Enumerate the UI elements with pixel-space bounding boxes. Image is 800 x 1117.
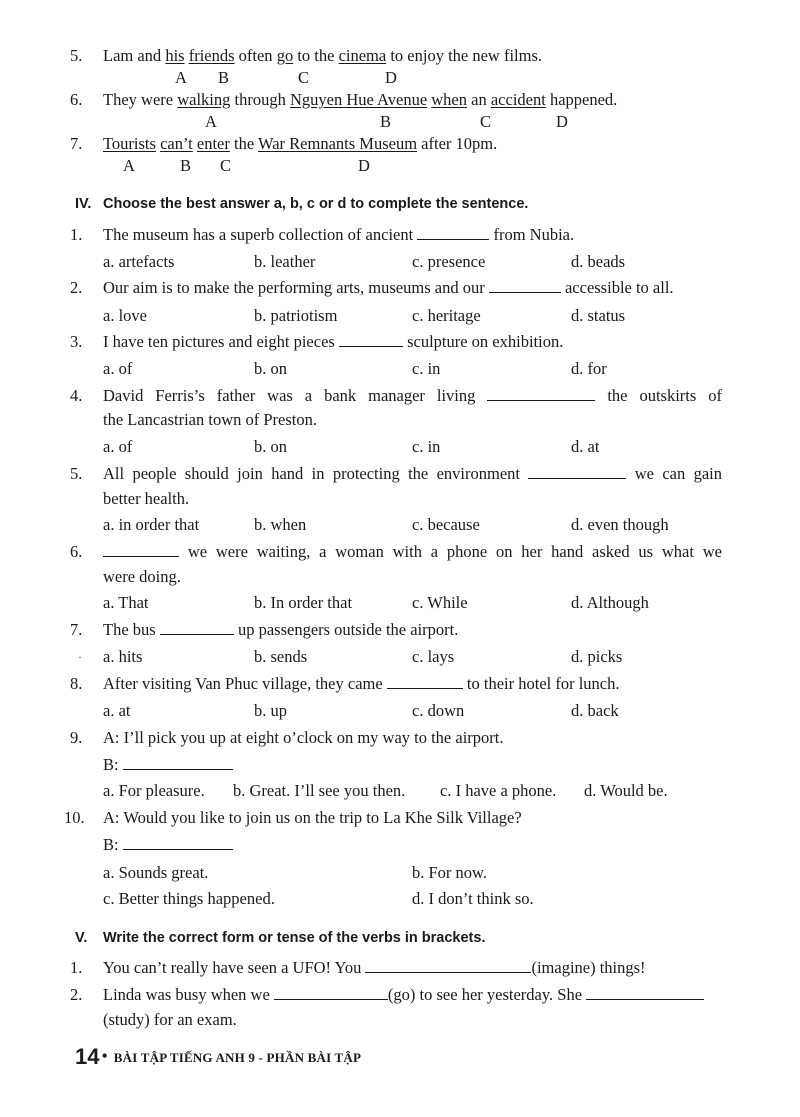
book-title: BÀI TẬP TIẾNG ANH 9 - PHẦN BÀI TẬP bbox=[113, 1050, 362, 1065]
question-text: Lam and his friends often go to the cinema to enjoy the new films. bbox=[103, 46, 543, 65]
option-a[interactable]: a. That bbox=[103, 593, 149, 612]
underlined-option-b: can’t bbox=[160, 134, 193, 153]
letter-b: B bbox=[218, 68, 230, 87]
question-number: 3. bbox=[70, 332, 83, 351]
question-text: A: I’ll pick you up at eight o’clock on my way to the airport. bbox=[103, 728, 504, 747]
section-title: Write the correct form or tense of the verbs in brackets. bbox=[103, 930, 486, 946]
question-text-line-2: the Lancastrian town of Preston. bbox=[103, 410, 317, 429]
bullet-separator: • bbox=[101, 1046, 108, 1066]
question-number: 5. bbox=[70, 464, 83, 483]
answer-blank[interactable] bbox=[387, 674, 463, 689]
question-number: 5. bbox=[70, 46, 83, 65]
answer-blank[interactable] bbox=[274, 985, 388, 1000]
question-text: David Ferris’s father was a bank manager living the outskirts of bbox=[103, 386, 723, 405]
question-number: 7. bbox=[70, 620, 83, 639]
option-a[interactable]: a. Sounds great. bbox=[103, 863, 209, 882]
section-title: Choose the best answer a, b, c or d to complete the sentence. bbox=[103, 196, 529, 212]
answer-blank[interactable] bbox=[417, 225, 489, 240]
question-number: 2. bbox=[70, 278, 83, 297]
question-number: 7. bbox=[70, 134, 83, 153]
stray-dot: · bbox=[78, 650, 82, 664]
question-text: The bus up passengers outside the airport. bbox=[103, 620, 459, 639]
option-c[interactable]: c. in bbox=[412, 437, 441, 456]
answer-blank[interactable] bbox=[103, 542, 179, 557]
underlined-option-c: go bbox=[276, 46, 294, 65]
option-a[interactable]: a. artefacts bbox=[103, 252, 175, 271]
question-text: Linda was busy when we (go) to see her yesterday. She bbox=[103, 985, 704, 1005]
letter-d: D bbox=[556, 112, 568, 131]
option-d[interactable]: d. I don’t think so. bbox=[412, 889, 534, 908]
question-text: we were waiting, a woman with a phone on her hand asked us what we bbox=[103, 542, 722, 562]
option-c[interactable]: c. Better things happened. bbox=[103, 889, 275, 908]
question-text: Tourists can’t enter the War Remnants Museum after 10pm. bbox=[103, 134, 498, 153]
letter-d: D bbox=[358, 156, 370, 175]
option-a[interactable]: a. at bbox=[103, 701, 131, 720]
option-b[interactable]: b. sends bbox=[254, 647, 308, 666]
question-text: They were walking through Nguyen Hue Avenue when an accident happened. bbox=[103, 90, 618, 109]
option-c[interactable]: c. because bbox=[412, 515, 480, 534]
underlined-option-b: Nguyen Hue Avenue bbox=[289, 90, 428, 109]
question-text-line-2: were doing. bbox=[103, 567, 181, 586]
option-c[interactable]: c. down bbox=[412, 701, 465, 720]
answer-blank[interactable] bbox=[339, 332, 403, 347]
option-b[interactable]: b. on bbox=[254, 437, 287, 456]
question-text: All people should join hand in protecting the environment we can gain bbox=[103, 464, 723, 483]
option-d[interactable]: d. beads bbox=[571, 252, 626, 271]
page-number: 14 bbox=[75, 1044, 100, 1069]
question-text: I have ten pictures and eight pieces sculpture on exhibition. bbox=[103, 332, 564, 351]
option-a[interactable]: a. hits bbox=[103, 647, 143, 666]
underlined-option-c: when bbox=[431, 90, 468, 109]
answer-blank[interactable] bbox=[365, 958, 531, 973]
question-number: 10. bbox=[64, 808, 85, 827]
letter-c: C bbox=[480, 112, 492, 131]
question-number: 8. bbox=[70, 674, 83, 693]
option-b[interactable]: b. In order that bbox=[254, 593, 353, 612]
option-d[interactable]: d. even though bbox=[571, 515, 669, 534]
letter-c: C bbox=[220, 156, 232, 175]
letter-d: D bbox=[385, 68, 397, 87]
option-c[interactable]: c. presence bbox=[412, 252, 486, 271]
option-b[interactable]: b. For now. bbox=[412, 863, 488, 882]
option-d[interactable]: d. for bbox=[571, 359, 607, 378]
answer-blank[interactable] bbox=[123, 755, 233, 770]
option-a[interactable]: a. of bbox=[103, 359, 133, 378]
question-number: 4. bbox=[70, 386, 83, 405]
question-text: After visiting Van Phuc village, they came to their hotel for lunch. bbox=[103, 674, 620, 693]
option-c[interactable]: c. While bbox=[412, 593, 468, 612]
answer-blank[interactable] bbox=[123, 835, 233, 850]
option-c[interactable]: c. I have a phone. bbox=[440, 781, 557, 800]
underlined-option-d: cinema bbox=[338, 46, 387, 65]
letter-b: B bbox=[380, 112, 392, 131]
question-number: 1. bbox=[70, 225, 83, 244]
question-text: A: Would you like to join us on the trip to La Khe Silk Village? bbox=[103, 808, 522, 827]
question-number: 6. bbox=[70, 90, 83, 109]
option-d[interactable]: d. at bbox=[571, 437, 600, 456]
question-text-line-2: better health. bbox=[103, 489, 190, 508]
option-d[interactable]: d. Although bbox=[571, 593, 649, 612]
option-d[interactable]: d. Would be. bbox=[584, 781, 668, 800]
answer-blank[interactable] bbox=[489, 278, 561, 293]
option-a[interactable]: a. of bbox=[103, 437, 133, 456]
response-line: B: bbox=[103, 755, 233, 775]
option-d[interactable]: d. picks bbox=[571, 647, 623, 666]
option-b[interactable]: b. patriotism bbox=[254, 306, 338, 325]
answer-blank[interactable] bbox=[160, 620, 234, 635]
option-b[interactable]: b. when bbox=[254, 515, 307, 534]
question-number: 9. bbox=[70, 728, 83, 747]
letter-a: A bbox=[205, 112, 217, 131]
question-number: 2. bbox=[70, 985, 83, 1004]
underlined-option-a: Tourists bbox=[103, 134, 156, 153]
letter-b: B bbox=[180, 156, 192, 175]
question-number: 1. bbox=[70, 958, 83, 977]
option-c[interactable]: c. lays bbox=[412, 647, 455, 666]
letter-a: A bbox=[175, 68, 187, 87]
option-a[interactable]: a. love bbox=[103, 306, 147, 325]
option-a[interactable]: a. For pleasure. bbox=[103, 781, 205, 800]
answer-blank[interactable] bbox=[586, 985, 704, 1000]
option-c[interactable]: c. in bbox=[412, 359, 441, 378]
page-footer bbox=[75, 1044, 361, 1070]
letter-c: C bbox=[298, 68, 310, 87]
option-b[interactable]: b. up bbox=[254, 701, 287, 720]
underlined-option-a: walking bbox=[177, 90, 231, 109]
answer-blank[interactable] bbox=[528, 464, 626, 479]
question-number: 6. bbox=[70, 542, 83, 561]
underlined-option-d: War Remnants Museum bbox=[257, 134, 418, 153]
answer-blank[interactable] bbox=[487, 386, 595, 401]
option-a[interactable]: a. in order that bbox=[103, 515, 200, 534]
question-text-line-2: (study) for an exam. bbox=[103, 1010, 237, 1029]
option-b[interactable]: b. on bbox=[254, 359, 287, 378]
question-text: Our aim is to make the performing arts, museums and our accessible to all. bbox=[103, 278, 674, 297]
underlined-option-a: his bbox=[165, 46, 185, 65]
option-d[interactable]: d. status bbox=[571, 306, 626, 325]
response-line: B: bbox=[103, 835, 233, 855]
option-d[interactable]: d. back bbox=[571, 701, 619, 720]
underlined-option-b: friends bbox=[188, 46, 235, 65]
letter-a: A bbox=[123, 156, 135, 175]
underlined-option-c: enter bbox=[196, 134, 230, 153]
option-c[interactable]: c. heritage bbox=[412, 306, 481, 325]
option-b[interactable]: b. Great. I’ll see you then. bbox=[233, 781, 406, 800]
underlined-option-d: accident bbox=[490, 90, 546, 109]
question-text: The museum has a superb collection of ancient from Nubia. bbox=[103, 225, 575, 244]
section-number: IV. bbox=[75, 196, 92, 212]
option-b[interactable]: b. leather bbox=[254, 252, 316, 271]
question-text: You can’t really have seen a UFO! You (imagine) things! bbox=[103, 958, 646, 977]
section-number: V. bbox=[75, 930, 88, 946]
